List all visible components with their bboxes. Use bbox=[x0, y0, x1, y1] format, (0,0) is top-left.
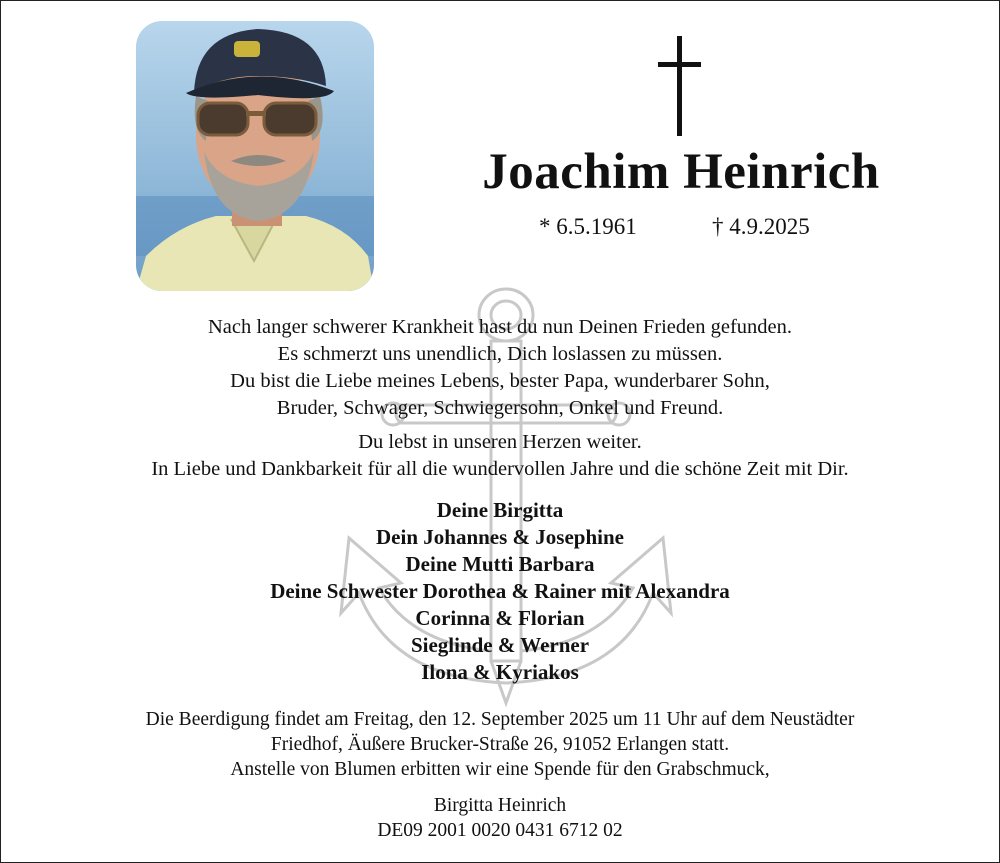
mourner-entry: Deine Schwester Dorothea & Rainer mit Alexandra bbox=[270, 579, 730, 603]
deceased-name: Joachim Heinrich bbox=[482, 144, 880, 200]
donation-iban: DE09 2001 0020 0431 6712 02 bbox=[377, 820, 623, 841]
funeral-line: Friedhof, Äußere Brucker-Straße 26, 91052 Erlangen statt. bbox=[270, 734, 730, 755]
message-line: Du bist die Liebe meines Lebens, bester Papa, wunderbarer Sohn, bbox=[230, 370, 770, 392]
mourner-entry: Dein Johannes & Josephine bbox=[376, 525, 624, 549]
mourner-entry: Deine Birgitta bbox=[436, 498, 564, 522]
birth-date: * 6.5.1961 bbox=[539, 214, 637, 239]
death-date: † 4.9.2025 bbox=[712, 214, 810, 239]
funeral-line: Die Beerdigung findet am Freitag, den 12. September 2025 um 11 Uhr auf dem Neustädter bbox=[145, 709, 855, 730]
portrait-photo bbox=[136, 21, 374, 291]
message-line: In Liebe und Dankbarkeit für all die wundervollen Jahre und die schöne Zeit mit Dir. bbox=[151, 458, 849, 480]
message-line: Es schmerzt uns unendlich, Dich loslassen zu müssen. bbox=[277, 343, 723, 365]
mourner-entry: Deine Mutti Barbara bbox=[405, 552, 595, 576]
donation-recipient: Birgitta Heinrich bbox=[433, 795, 567, 816]
funeral-details bbox=[1, 707, 999, 782]
funeral-line: Anstelle von Blumen erbitten wir eine Spende für den Grabschmuck, bbox=[230, 759, 770, 780]
donation-details bbox=[1, 793, 999, 843]
message-line: Du lebst in unseren Herzen weiter. bbox=[358, 431, 642, 453]
mourner-entry: Corinna & Florian bbox=[415, 606, 585, 630]
mourner-entry: Ilona & Kyriakos bbox=[421, 660, 579, 684]
message-line: Nach langer schwerer Krankheit hast du nun Deinen Frieden gefunden. bbox=[207, 316, 793, 338]
message-paragraph-1 bbox=[1, 314, 999, 422]
message-paragraph-2 bbox=[1, 429, 999, 483]
message-line: Bruder, Schwager, Schwiegersohn, Onkel und Freund. bbox=[276, 397, 724, 419]
cross-icon bbox=[655, 36, 705, 136]
mourners-list bbox=[1, 497, 999, 686]
mourner-entry: Sieglinde & Werner bbox=[410, 633, 590, 657]
